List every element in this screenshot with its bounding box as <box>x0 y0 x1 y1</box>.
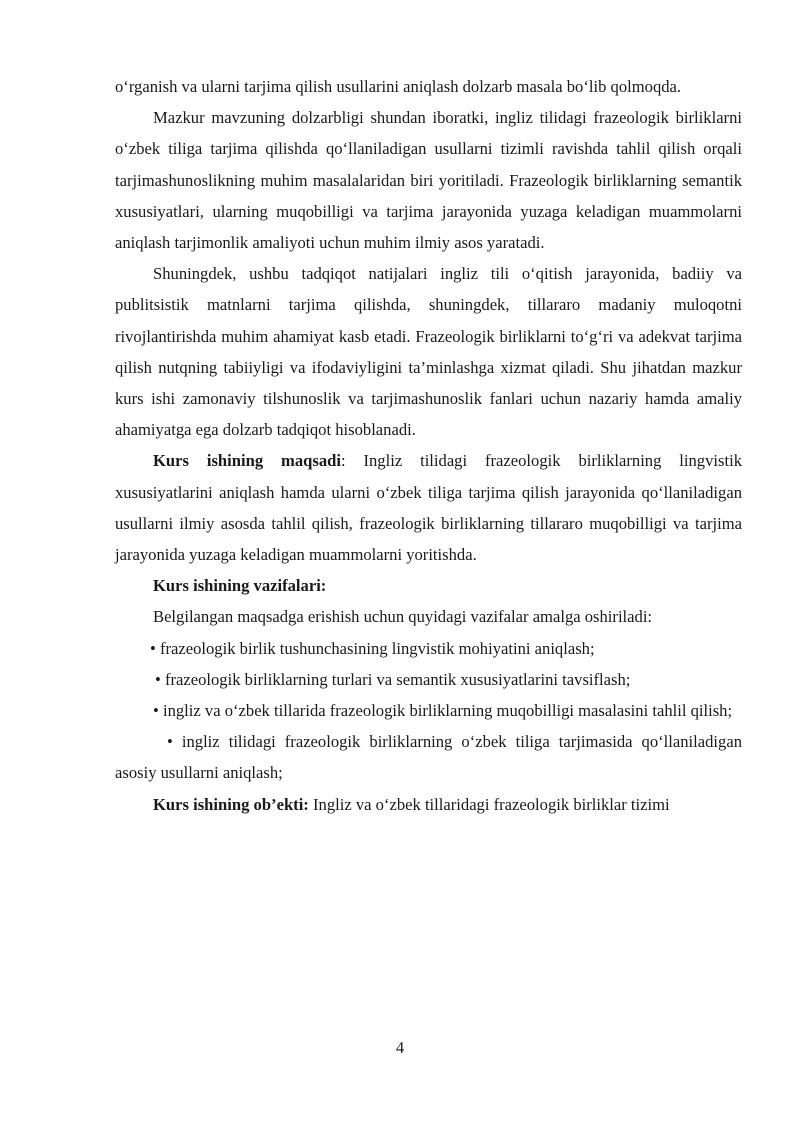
paragraph-significance: Shuningdek, ushbu tadqiqot natijalari ingliz tili o‘qitish jarayonida, badiiy va publitsistik matnlarni tarjima qilishda, shuningdek, tillararo madaniy muloqotni rivojlantirishda muhim ahamiyat kasb etadi. Frazeologik birliklarni to‘g‘ri va adekvat tarjima qilish nutqning tabiiyligi va ifodaviyligini ta’minlashga xizmat qiladi. Shu jihatdan mazkur kurs ishi zamonaviy tilshunoslik va tarjimashunoslik fanlari uchun nazariy hamda amaliy ahamiyatga ega dolzarb tadqiqot hisoblanadi. <box>115 264 742 440</box>
page-number: 4 <box>395 1038 405 1057</box>
tasks-label: Kurs ishining vazifalari: <box>153 576 327 596</box>
tasks-heading <box>115 570 742 601</box>
paragraph-object <box>115 789 742 820</box>
goal-label: Kurs ishining maqsadi <box>153 451 341 471</box>
paragraph-goal <box>115 445 742 570</box>
tasks-intro: Belgilangan maqsadga erishish uchun quyidagi vazifalar amalga oshiriladi: <box>153 607 653 627</box>
task-item: • frazeologik birlik tushunchasining lingvistik mohiyatini aniqlash; <box>150 638 595 658</box>
paragraph-relevance: Mazkur mavzuning dolzarbligi shundan iboratki, ingliz tilidagi frazeologik birliklarni o‘zbek tiliga tarjima qilishda qo‘llaniladigan usullarni tizimli ravishda tahlil qilish orqali tarjimashunoslikning muhim masalalaridan biri yoritiladi. Frazeologik birliklarning semantik xususiyatlari, ularning muqobilligi va tarjima jarayonida yuzaga keladigan muammolarni aniqlash tarjimonlik amaliyoti uchun muhim ilmiy asos yaratadi. <box>115 108 742 253</box>
task-item: • ingliz tilidagi frazeologik birliklarning o‘zbek tiliga tarjimasida qo‘llaniladigan asosiy usullarni aniqlash; <box>115 732 742 783</box>
goal-text: : Ingliz tilidagi frazeologik birliklarning lingvistik xususiyatlarini aniqlash hamda ularni o‘zbek tiliga tarjima qilish jarayonida qo‘llaniladigan usullarni ilmiy asosda tahlil qilish, frazeologik birliklarning tillararo muqobilligi va tarjima jarayonida yuzaga keladigan muammolarni yoritishda. <box>115 451 742 565</box>
object-label: Kurs ishining ob’ekti: <box>153 794 309 814</box>
task-item: • ingliz va o‘zbek tillarida frazeologik birliklarning muqobilligi masalasini tahlil qilish; <box>153 701 733 721</box>
paragraph-continuation: o‘rganish va ularni tarjima qilish usullarini aniqlash dolzarb masala bo‘lib qolmoqda. <box>115 77 682 96</box>
page-body <box>115 71 742 820</box>
task-item: • frazeologik birliklarning turlari va semantik xususiyatlarini tavsiflash; <box>155 669 631 689</box>
object-text: Ingliz va o‘zbek tillaridagi frazeologik birliklar tizimi <box>308 794 670 814</box>
